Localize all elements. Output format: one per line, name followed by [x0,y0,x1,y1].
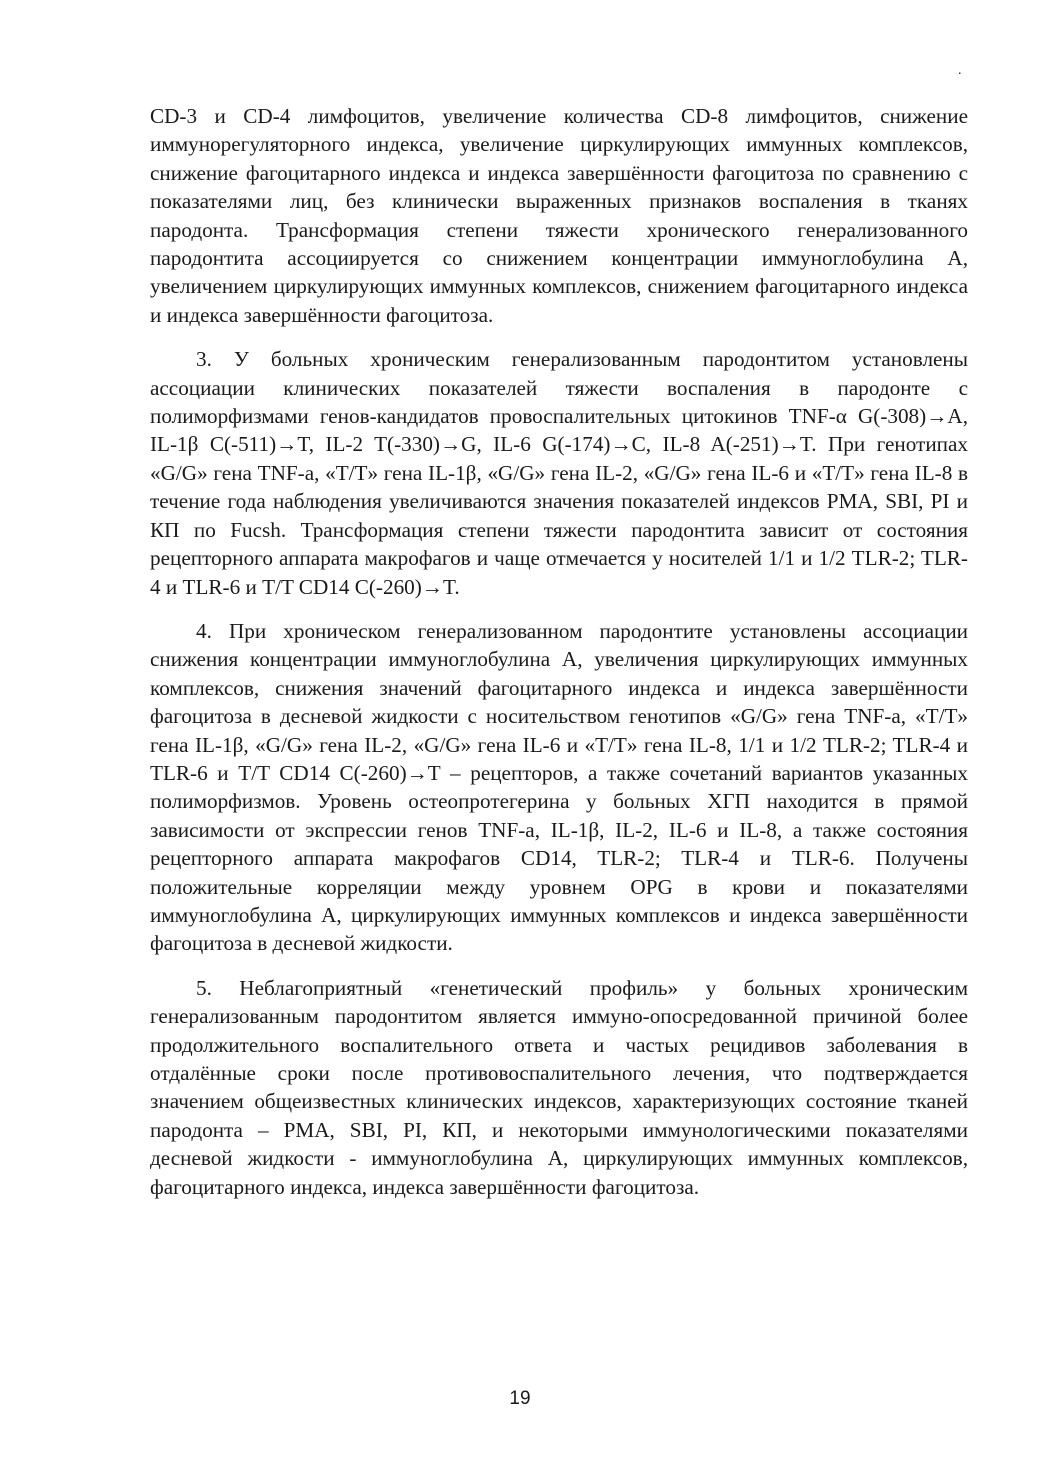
corner-mark: . [958,63,962,78]
body-text [150,102,968,1201]
paragraph-item-4: 4. При хроническом генерализованном пародонтите установлены ассоциации снижения концентрации иммуноглобулина А, увеличения циркулирующих иммунных комплексов, снижения значений фагоцитарного индекса и индекса завершённости фагоцитоза в десневой жидкости с носительством генотипов «G/G» гена TNF-a, «T/T» гена IL-1β, «G/G» гена IL-2, «G/G» гена IL-6 и «T/T» гена IL-8, 1/1 и 1/2 TLR-2; TLR-4 и TLR-6 и T/T CD14 C(-260)→T – рецепторов, а также сочетаний вариантов указанных полиморфизмов. Уровень остеопротегерина у больных ХГП находится в прямой зависимости от экспрессии генов TNF-a, IL-1β, IL-2, IL-6 и IL-8, а также состояния рецепторного аппарата макрофагов CD14, TLR-2; TLR-4 и TLR-6. Получены положительные корреляции между уровнем OPG в крови и показателями иммуноглобулина А, циркулирующих иммунных комплексов и индекса завершённости фагоцитоза в десневой жидкости. [150,618,968,956]
paragraph-item-5: 5. Неблагоприятный «генетический профиль» у больных хроническим генерализованным пародонтитом является иммуно-опосредованной причиной более продолжительного воспалительного ответа и частых рецидивов заболевания в отдалённые сроки после противовоспалительного лечения, что подтверждается значением общеизвестных клинических индексов, характеризующих состояние тканей пародонта – PMA, SBI, PI, КП, и некоторыми иммунологическими показателями десневой жидкости - иммуноглобулина А, циркулирующих иммунных комплексов, фагоцитарного индекса, индекса завершённости фагоцитоза. [150,975,968,1199]
page-number: 19 [509,1388,531,1409]
paragraph-continuation: CD-3 и CD-4 лимфоцитов, увеличение количества CD-8 лимфоцитов, снижение иммунорегуляторного индекса, увеличение циркулирующих иммунных комплексов, снижение фагоцитарного индекса и индекса завершённости фагоцитоза по сравнению с показателями лиц, без клинически выраженных признаков воспаления в тканях пародонта. Трансформация степени тяжести хронического генерализованного пародонтита ассоциируется со снижением концентрации иммуноглобулина А, увеличением циркулирующих иммунных комплексов, снижением фагоцитарного индекса и индекса завершённости фагоцитоза. [150,104,968,327]
paragraph-item-3: 3. У больных хроническим генерализованным пародонтитом установлены ассоциации клинических показателей тяжести воспаления в пародонте с полиморфизмами генов-кандидатов провоспалительных цитокинов TNF-α G(-308)→A, IL-1β C(-511)→T, IL-2 T(-330)→G, IL-6 G(-174)→C, IL-8 A(-251)→T. При генотипах «G/G» гена TNF-a, «T/T» гена IL-1β, «G/G» гена IL-2, «G/G» гена IL-6 и «T/T» гена IL-8 в течение года наблюдения увеличиваются значения показателей индексов PMA, SBI, PI и КП по Fucsh. Трансформация степени тяжести пародонтита зависит от состояния рецепторного аппарата макрофагов и чаще отмечается у носителей 1/1 и 1/2 TLR-2; TLR-4 и TLR-6 и T/T CD14 C(-260)→T. [150,347,968,599]
